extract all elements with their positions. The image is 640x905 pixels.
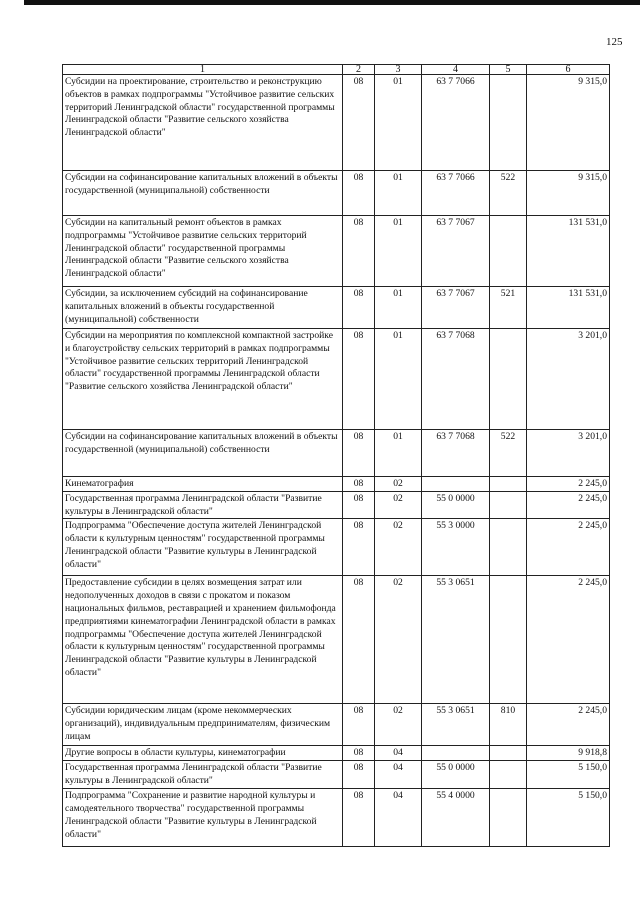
row-name: Подпрограмма "Обеспечение доступа жителей Ленинградской области к культурным ценностям" государственной программы Ленинградской области "Развитие культуры в Ленинградской области" — [63, 519, 343, 576]
row-target-code: 55 3 0000 — [422, 519, 490, 576]
table-row — [63, 430, 610, 477]
row-subsection: 04 — [375, 761, 422, 789]
row-name: Субсидии юридическим лицам (кроме некоммерческих организаций), индивидуальным предпринимателям, физическим лицам — [63, 704, 343, 746]
header-col-3: 3 — [375, 65, 422, 75]
table-row — [63, 477, 610, 492]
row-section: 08 — [343, 491, 375, 519]
row-expense-type — [490, 789, 527, 847]
row-target-code: 55 4 0000 — [422, 789, 490, 847]
row-amount: 9 918,8 — [527, 746, 610, 761]
table-row — [63, 329, 610, 430]
row-expense-type: 521 — [490, 287, 527, 329]
row-amount: 5 150,0 — [527, 789, 610, 847]
row-section: 08 — [343, 746, 375, 761]
row-target-code: 63 7 7066 — [422, 75, 490, 171]
row-amount: 131 531,0 — [527, 216, 610, 287]
row-name: Субсидии на мероприятия по комплексной компактной застройке и благоустройству сельских территорий в рамках подпрограммы "Устойчивое развитие сельских территорий Ленинградской области" государственной программы Ленинградской области "Развитие сельского хозяйства Ленинградской области" — [63, 329, 343, 430]
row-name: Субсидии на софинансирование капитальных вложений в объекты государственной (муниципальной) собственности — [63, 171, 343, 216]
row-target-code: 55 0 0000 — [422, 491, 490, 519]
row-subsection: 04 — [375, 789, 422, 847]
row-target-code: 55 0 0000 — [422, 761, 490, 789]
row-target-code: 63 7 7068 — [422, 329, 490, 430]
header-col-2: 2 — [343, 65, 375, 75]
row-amount: 2 245,0 — [527, 576, 610, 704]
row-name: Другие вопросы в области культуры, кинематографии — [63, 746, 343, 761]
row-target-code: 63 7 7068 — [422, 430, 490, 477]
header-col-5: 5 — [490, 65, 527, 75]
row-amount: 2 245,0 — [527, 704, 610, 746]
row-amount: 9 315,0 — [527, 171, 610, 216]
row-target-code: 63 7 7066 — [422, 171, 490, 216]
table-row — [63, 171, 610, 216]
row-amount: 3 201,0 — [527, 430, 610, 477]
row-subsection: 02 — [375, 477, 422, 492]
row-section: 08 — [343, 430, 375, 477]
row-section: 08 — [343, 75, 375, 171]
top-border-line — [24, 0, 640, 5]
row-subsection: 01 — [375, 329, 422, 430]
row-amount: 9 315,0 — [527, 75, 610, 171]
row-amount: 2 245,0 — [527, 519, 610, 576]
row-subsection: 01 — [375, 171, 422, 216]
row-amount: 5 150,0 — [527, 761, 610, 789]
row-section: 08 — [343, 171, 375, 216]
row-expense-type — [490, 761, 527, 789]
row-expense-type — [490, 746, 527, 761]
row-target-code — [422, 477, 490, 492]
table-row — [63, 216, 610, 287]
row-name: Субсидии на капитальный ремонт объектов в рамках подпрограммы "Устойчивое развитие сельских территорий Ленинградской области" государственной программы Ленинградской области "Развитие сельского хозяйства Ленинградской области" — [63, 216, 343, 287]
table-row — [63, 519, 610, 576]
row-name: Кинематография — [63, 477, 343, 492]
row-expense-type: 810 — [490, 704, 527, 746]
header-col-4: 4 — [422, 65, 490, 75]
row-expense-type — [490, 519, 527, 576]
row-section: 08 — [343, 287, 375, 329]
page-number: 125 — [606, 36, 623, 48]
row-subsection: 02 — [375, 519, 422, 576]
row-expense-type — [490, 329, 527, 430]
table-row — [63, 789, 610, 847]
row-subsection: 02 — [375, 576, 422, 704]
row-expense-type — [490, 576, 527, 704]
row-subsection: 02 — [375, 491, 422, 519]
row-subsection: 02 — [375, 704, 422, 746]
row-name: Субсидии, за исключением субсидий на софинансирование капитальных вложений в объекты государственной (муниципальной) собственности — [63, 287, 343, 329]
table-row — [63, 75, 610, 171]
row-target-code: 55 3 0651 — [422, 704, 490, 746]
row-target-code: 63 7 7067 — [422, 287, 490, 329]
row-name: Государственная программа Ленинградской области "Развитие культуры в Ленинградской области" — [63, 761, 343, 789]
row-section: 08 — [343, 329, 375, 430]
row-name: Субсидии на проектирование, строительство и реконструкцию объектов в рамках подпрограммы "Устойчивое развитие сельских территорий Ленинградской области" государственной программы Ленинградской области "Развитие сельского хозяйства Ленинградской области" — [63, 75, 343, 171]
row-target-code — [422, 746, 490, 761]
row-name: Субсидии на софинансирование капитальных вложений в объекты государственной (муниципальной) собственности — [63, 430, 343, 477]
row-subsection: 01 — [375, 287, 422, 329]
row-section: 08 — [343, 477, 375, 492]
table-row — [63, 761, 610, 789]
row-name: Предоставление субсидии в целях возмещения затрат или недополученных доходов в связи с прокатом и показом национальных фильмов, реставрацией и хранением фильмофонда предприятиями кинематографии Ленинградской области в рамках подпрограммы "Обеспечение доступа жителей Ленинградской области к культурным ценностям" государственной программы Ленинградской области "Развитие культуры в Ленинградской области" — [63, 576, 343, 704]
row-target-code: 55 3 0651 — [422, 576, 490, 704]
header-col-6: 6 — [527, 65, 610, 75]
row-section: 08 — [343, 789, 375, 847]
row-expense-type — [490, 477, 527, 492]
row-subsection: 01 — [375, 430, 422, 477]
row-section: 08 — [343, 216, 375, 287]
table-row — [63, 746, 610, 761]
row-section: 08 — [343, 704, 375, 746]
row-expense-type — [490, 75, 527, 171]
table-row — [63, 576, 610, 704]
header-col-1: 1 — [63, 65, 343, 75]
row-amount: 2 245,0 — [527, 477, 610, 492]
table-row — [63, 491, 610, 519]
row-expense-type: 522 — [490, 430, 527, 477]
row-subsection: 01 — [375, 75, 422, 171]
row-expense-type — [490, 491, 527, 519]
row-amount: 131 531,0 — [527, 287, 610, 329]
budget-table — [62, 64, 610, 847]
table-row — [63, 287, 610, 329]
row-subsection: 01 — [375, 216, 422, 287]
row-section: 08 — [343, 761, 375, 789]
row-amount: 3 201,0 — [527, 329, 610, 430]
row-target-code: 63 7 7067 — [422, 216, 490, 287]
row-subsection: 04 — [375, 746, 422, 761]
table-header-row — [63, 65, 610, 75]
table-row — [63, 704, 610, 746]
row-name: Государственная программа Ленинградской области "Развитие культуры в Ленинградской области" — [63, 491, 343, 519]
row-amount: 2 245,0 — [527, 491, 610, 519]
row-section: 08 — [343, 576, 375, 704]
row-section: 08 — [343, 519, 375, 576]
row-expense-type — [490, 216, 527, 287]
row-name: Подпрограмма "Сохранение и развитие народной культуры и самодеятельного творчества" государственной программы Ленинградской области "Развитие культуры в Ленинградской области" — [63, 789, 343, 847]
row-expense-type: 522 — [490, 171, 527, 216]
